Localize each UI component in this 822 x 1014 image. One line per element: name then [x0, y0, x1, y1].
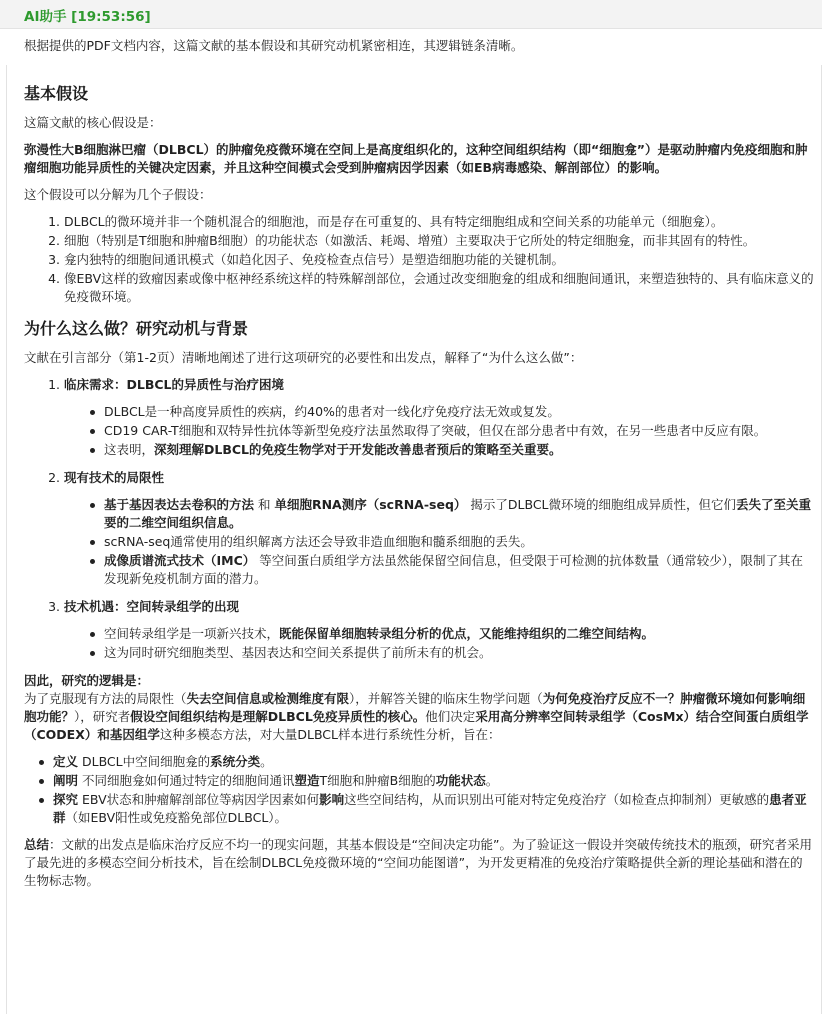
list-item: scRNA-seq通常使用的组织解离方法还会导致非造血细胞和髓系细胞的丢失。	[104, 533, 814, 551]
sub-hypothesis-lead: 这个假设可以分解为几个子假设：	[24, 187, 212, 202]
motivation-lead: 文献在引言部分（第1-2页）清晰地阐述了进行这项研究的必要性和出发点，解释了“为什么这么做”：	[24, 350, 583, 365]
summary-paragraph: 总结：文献的出发点是临床治疗反应不均一的现实问题，其基本假设是“空间决定功能”。为了验证这一假设并突破传统技术的瓶颈，研究者采用了最先进的多模态空间分析技术，旨在绘制DLBCL免疫微环境的“空间功能图谱”，为开发更精准的免疫治疗策略提供全新的理论基础和潜在的生物标志物。	[24, 837, 812, 888]
motivation-group	[64, 598, 814, 662]
group-title: 3. 技术机遇：空间转录组学的出现	[64, 599, 240, 614]
list-item: 成像质谱流式技术（IMC） 等空间蛋白质组学方法虽然能保留空间信息，但受限于可检测的抗体数量（通常较少），限制了其在发现新免疫机制方面的潜力。	[104, 552, 814, 588]
list-item: 1. DLBCL的微环境并非一个随机混合的细胞池，而是存在可重复的、具有特定细胞组成和空间关系的功能单元（细胞龛）。	[64, 213, 814, 231]
section-heading-motivation: 为什么这么做？研究动机与背景	[24, 319, 249, 338]
motivation-group	[64, 469, 814, 588]
aims-list	[24, 753, 814, 827]
list-item: 4. 像EBV这样的致瘤因素或像中枢神经系统这样的特殊解剖部位，会通过改变细胞龛的组成和细胞间通讯，来塑造独特的、具有临床意义的免疫微环境。	[64, 270, 814, 306]
list-item: 这表明，深刻理解DLBCL的免疫生物学对于开发能改善患者预后的策略至关重要。	[104, 441, 814, 459]
list-item: 2. 细胞（特别是T细胞和肿瘤B细胞）的功能状态（如激活、耗竭、增殖）主要取决于它所处的特定细胞龛，而非其固有的特性。	[64, 232, 814, 250]
conclusion-heading: 因此，研究的逻辑是：	[24, 673, 150, 688]
bullet-list	[64, 496, 814, 588]
group-title: 2. 现有技术的局限性	[64, 470, 165, 485]
message-header	[0, 0, 822, 29]
bullet-list	[64, 625, 814, 662]
list-item: 探究 EBV状态和肿瘤解剖部位等病因学因素如何影响这些空间结构，从而识别出可能对特定免疫治疗（如检查点抑制剂）更敏感的患者亚群（如EBV阳性或免疫豁免部位DLBCL）。	[53, 791, 814, 827]
list-item: 基于基因表达去卷积的方法 和 单细胞RNA测序（scRNA-seq） 揭示了DLBCL微环境的细胞组成异质性，但它们丢失了至关重要的二维空间组织信息。	[104, 496, 814, 532]
assistant-timestamp-title: AI助手 [19:53:56]	[24, 9, 151, 25]
conclusion-paragraph: 为了克服现有方法的局限性（失去空间信息或检测维度有限），并解答关键的临床生物学问题（为何免疫治疗反应不一？肿瘤微环境如何影响细胞功能？），研究者假设空间组织结构是理解DLBCL免疫异质性的核心。他们决定采用高分辨率空间转录组学（CosMx）结合空间蛋白质组学（CODEX）和基因组学这种多模态方法，对大量DLBCL样本进行系统性分析，旨在：	[24, 691, 809, 742]
list-item: 3. 龛内独特的细胞间通讯模式（如趋化因子、免疫检查点信号）是塑造细胞功能的关键机制。	[64, 251, 814, 269]
hypothesis-lead: 这篇文献的核心假设是：	[24, 115, 162, 130]
sub-hypothesis-list	[24, 213, 814, 306]
summary-label: 总结	[24, 837, 50, 852]
list-item: CD19 CAR-T细胞和双特异性抗体等新型免疫疗法虽然取得了突破，但仅在部分患者中有效，在另一些患者中反应有限。	[104, 422, 814, 440]
list-item: 定义 DLBCL中空间细胞龛的系统分类。	[53, 753, 814, 771]
list-item: 这为同时研究细胞类型、基因表达和空间关系提供了前所未有的机会。	[104, 644, 814, 662]
list-item: 空间转录组学是一项新兴技术，既能保留单细胞转录组分析的优点，又能维持组织的二维空间结构。	[104, 625, 814, 643]
answer-content	[24, 73, 814, 899]
intro-text: 根据提供的PDF文档内容，这篇文献的基本假设和其研究动机紧密相连，其逻辑链条清晰。	[24, 38, 524, 53]
section-heading-hypothesis: 基本假设	[24, 84, 89, 103]
list-item: DLBCL是一种高度异质性的疾病，约40%的患者对一线化疗免疫疗法无效或复发。	[104, 403, 814, 421]
core-hypothesis: 弥漫性大B细胞淋巴瘤（DLBCL）的肿瘤免疫微环境在空间上是高度组织化的，这种空间组织结构（即“细胞龛”）是驱动肿瘤内免疫细胞和肿瘤细胞功能异质性的关键决定因素，并且这种空间模式会受到肿瘤病因学因素（如EB病毒感染、解剖部位）的影响。	[24, 142, 808, 175]
motivation-group	[64, 376, 814, 459]
motivation-list	[24, 376, 814, 662]
list-item: 阐明 不同细胞龛如何通过特定的细胞间通讯塑造T细胞和肿瘤B细胞的功能状态。	[53, 772, 814, 790]
bullet-list	[64, 403, 814, 459]
group-title: 1. 临床需求：DLBCL的异质性与治疗困境	[64, 377, 285, 392]
